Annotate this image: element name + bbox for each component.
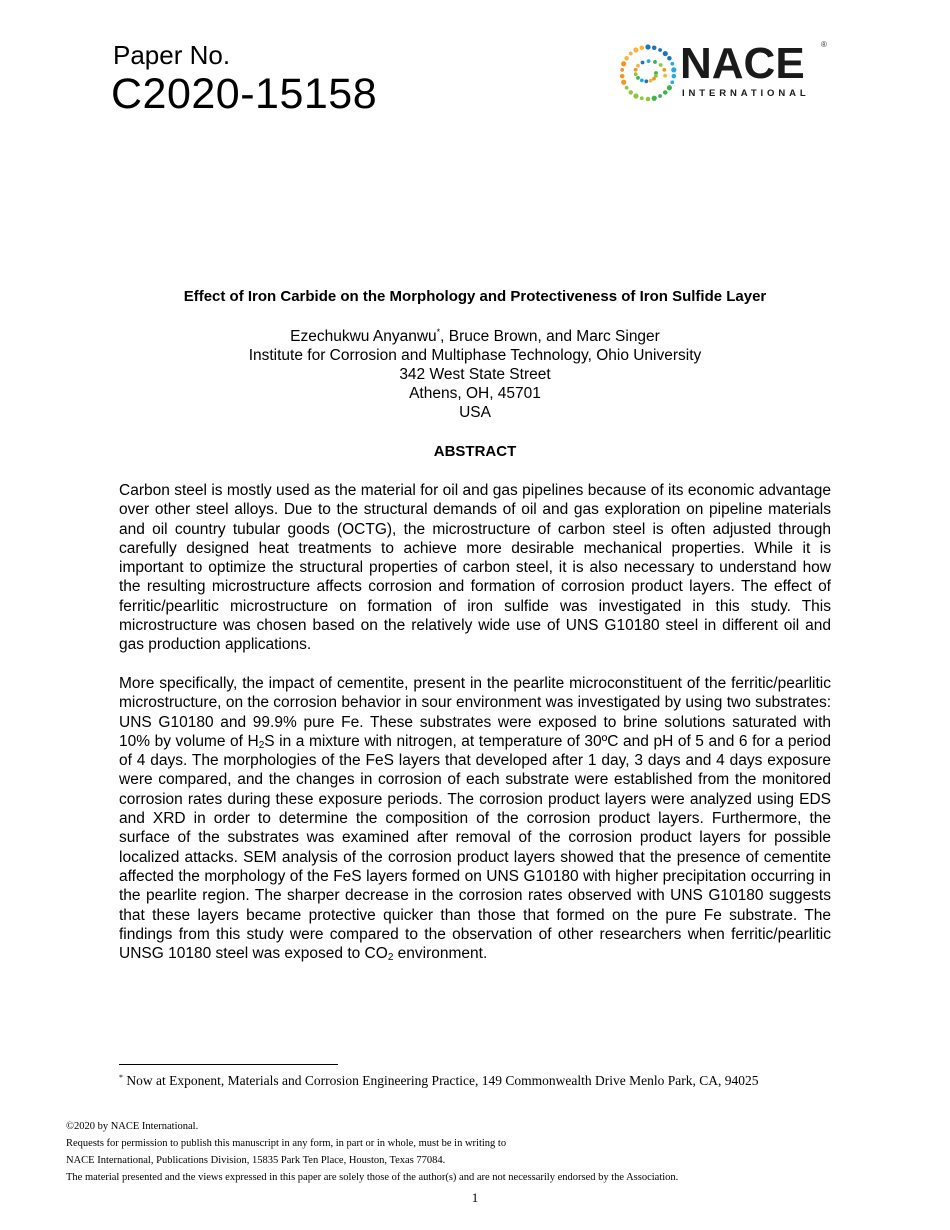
author-block: [0, 327, 950, 422]
globe-dot: [663, 90, 668, 95]
globe-dot: [646, 97, 651, 102]
globe-dot: [652, 96, 657, 101]
paper-id: C2020-15158: [111, 70, 378, 118]
nace-logo: [618, 40, 833, 102]
globe-dot: [659, 63, 663, 67]
paper-number-label: Paper No.: [113, 40, 231, 70]
copyright-block: [66, 1118, 678, 1186]
page-number: 1: [471, 1190, 479, 1205]
globe-dot: [640, 79, 644, 83]
globe-dot: [621, 80, 626, 85]
footnote-divider: [119, 1064, 338, 1065]
globe-dot: [634, 68, 638, 72]
globe-dot: [667, 56, 672, 61]
globe-dot: [658, 94, 662, 98]
globe-dot: [672, 74, 677, 79]
globe-dot: [641, 61, 645, 65]
globe-dot: [670, 80, 674, 84]
globe-dot: [658, 48, 662, 52]
globe-dot: [663, 74, 667, 78]
globe-dot: [629, 90, 634, 95]
first-author: Ezechukwu Anyanwu: [290, 328, 437, 345]
author-line: [0, 327, 950, 346]
paragraph-2-text-b: S in a mixture with nitrogen, at temperature of 30ºC and pH of 5 and 6 for a period of 4 days. The morphologies of the FeS layers that developed after 1 day, 3 days and 4 days exposure were compared, and the changes in corrosion of each substrate were established from the monitored corrosion rates during these exposure periods. The corrosion product layers were analyzed using EDS and XRD in order to determine the composition of the corrosion product layers. Furthermore, the surface of the substrates was examined after removal of the corrosion product layers for possible localized attacks. SEM analysis of the corrosion product layers showed that the presence of cementite affected the morphology of the FeS layers formed on UNS G10180 with higher precipitation occurring in the pearlite region. The sharper decrease in the corrosion rates observed with UNS G10180 suggests that these layers became protective quicker than those that formed on the pure Fe substrate. The findings from this study were compared to the observation of other researchers when ferritic/pearlitic UNSG 10180 steel was exposed to CO: [119, 732, 831, 963]
globe-dot: [620, 74, 625, 79]
abstract-paragraph-1: Carbon steel is mostly used as the material for oil and gas pipelines because of its economic advantage over other steel alloys. Due to the structural demands of oil and gas exploration on pipeline materials and oil country tubular goods (OCTG), the microstructure of carbon steel is often adjusted through carefully designed heat treatments to achieve more desirable mechanical properties. While it is important to optimize the structural properties of carbon steel, it is also necessary to understand how the resulting microstructure affects corrosion and formation of corrosion product layers. The effect of ferritic/pearlitic microstructure on formation of iron sulfide was investigated in this study. This microstructure was chosen based on the relatively wide use of UNS G10180 steel in different oil and gas production applications.: [119, 482, 831, 654]
publisher-address-line: NACE International, Publications Division, 15835 Park Ten Place, Houston, Texas 77084.: [66, 1155, 446, 1166]
city-address: Athens, OH, 45701: [409, 385, 541, 402]
abstract-heading: ABSTRACT: [433, 443, 517, 460]
globe-dot: [625, 86, 629, 90]
registered-mark: ®: [821, 40, 827, 49]
globe-dot: [633, 47, 638, 52]
globe-dot: [649, 79, 653, 83]
globe-dot: [645, 44, 650, 49]
globe-dot: [662, 68, 666, 72]
globe-dot: [629, 52, 633, 56]
logo-subtitle: INTERNATIONAL: [682, 88, 810, 99]
globe-dot: [620, 68, 624, 72]
footnote-mark: *: [119, 1073, 123, 1082]
street-address: 342 West State Street: [399, 366, 551, 383]
globe-dot: [671, 67, 676, 72]
paragraph-2-text-a: More specifically, the impact of cementite, present in the pearlite microconstituent of the ferritic/pearlitic microstructure, on the corrosion behavior in sour environment was investigated by using two substrates: UNS G10180 and 99.9% pure Fe. These substrates were exposed to brine solutions saturated with 10% by volume of H: [119, 675, 831, 750]
author-footnote-mark: *: [436, 327, 441, 337]
copyright-line: ©2020 by NACE International.: [66, 1121, 199, 1132]
footnote-text: Now at Exponent, Materials and Corrosion Engineering Practice, 149 Commonwealth Drive Menlo Park, CA, 94025: [123, 1073, 759, 1088]
globe-dot: [634, 72, 638, 76]
globe-dot: [640, 96, 644, 100]
nace-globe-icon: [618, 40, 680, 102]
globe-dot: [667, 85, 672, 90]
globe-dot: [652, 46, 657, 51]
globe-dot: [652, 77, 656, 81]
globe-dot: [647, 59, 651, 63]
footnote: [119, 1072, 819, 1090]
permission-line: Requests for permission to publish this manuscript in any form, in part or in whole, must be in writing to: [66, 1138, 507, 1149]
disclaimer-line: The material presented and the views expressed in this paper are solely those of the author(s) and are not necessarily endorsed by the Association.: [66, 1172, 679, 1183]
globe-dot: [670, 62, 674, 66]
h2s-subscript: 2: [258, 739, 265, 751]
paper-title: Effect of Iron Carbide on the Morphology and Protectiveness of Iron Sulfide Layer: [183, 288, 767, 305]
globe-dot: [633, 93, 638, 98]
globe-dot: [640, 46, 645, 51]
globe-dot: [621, 61, 626, 66]
abstract-paragraph-2: [119, 674, 831, 963]
institution: Institute for Corrosion and Multiphase Technology, Ohio University: [248, 347, 702, 364]
globe-dot: [663, 51, 668, 56]
co2-subscript: 2: [387, 952, 394, 964]
globe-dot: [644, 79, 648, 83]
globe-dot: [636, 76, 640, 80]
globe-dot: [653, 60, 657, 64]
paragraph-2-text-c: environment.: [393, 945, 488, 963]
other-authors: , Bruce Brown, and Marc Singer: [440, 328, 660, 345]
globe-dot: [624, 56, 629, 61]
country: USA: [459, 404, 491, 421]
logo-wordmark: NACE: [680, 39, 805, 88]
globe-dot: [636, 64, 640, 68]
